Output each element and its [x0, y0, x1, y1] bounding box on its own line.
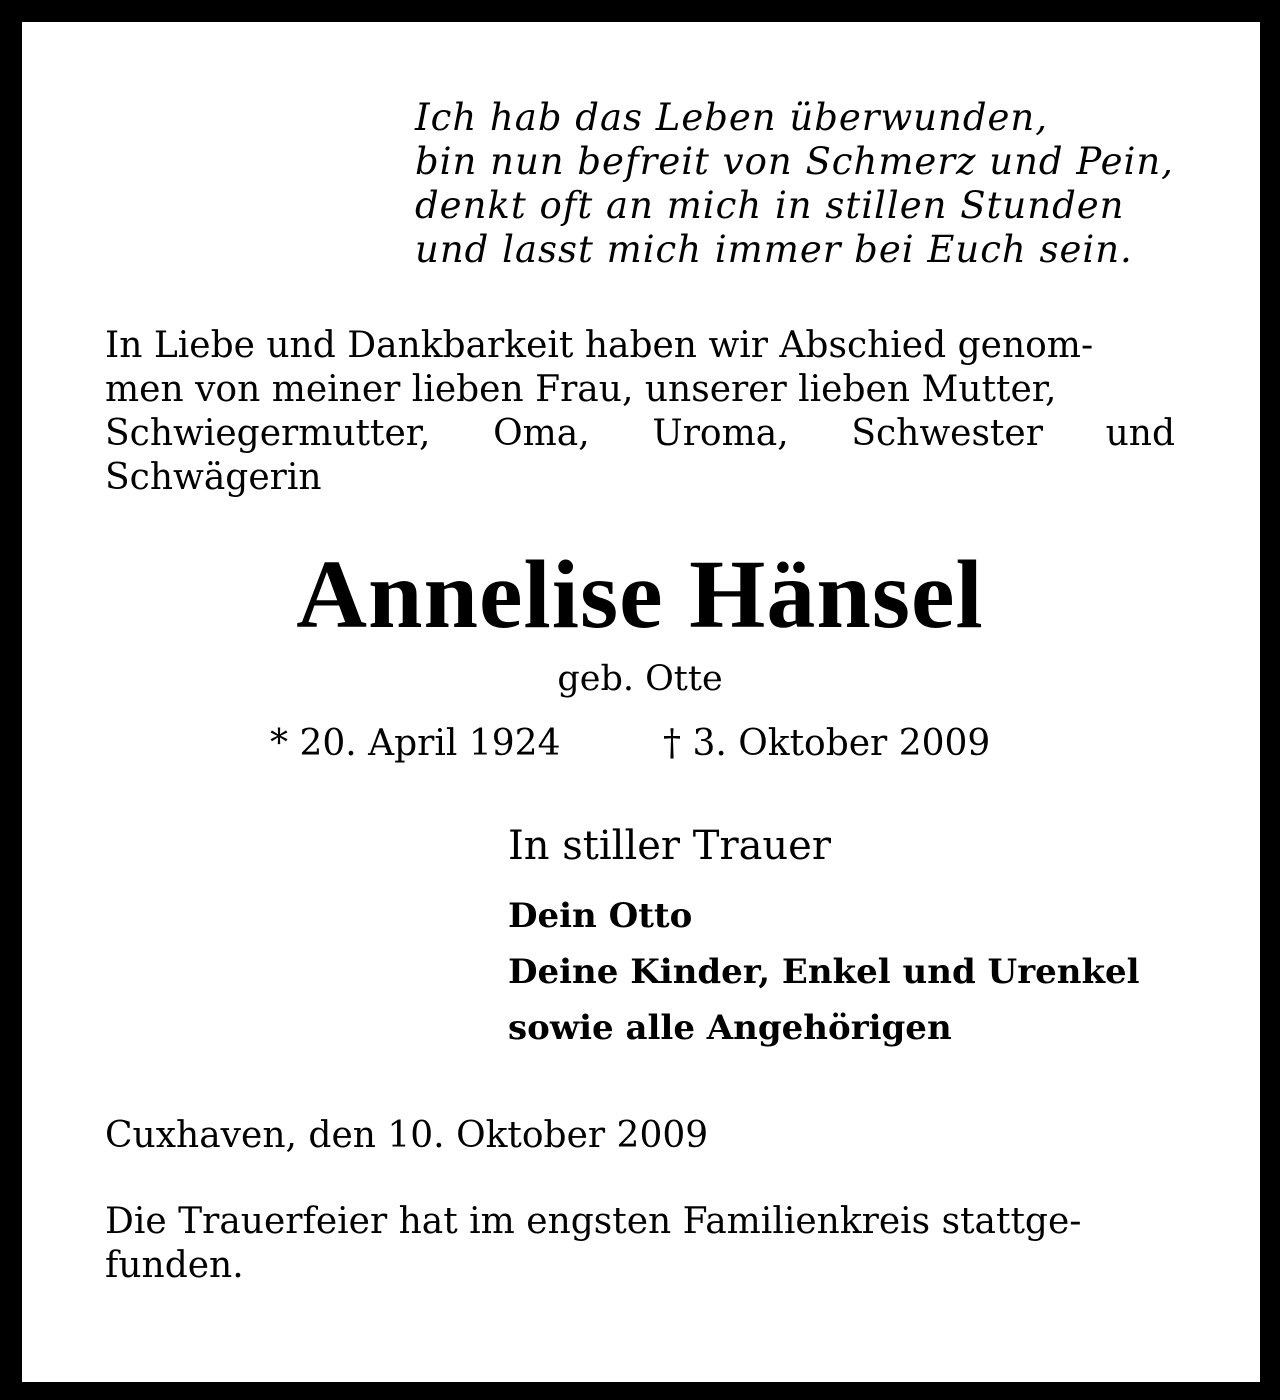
farewell-word: Schwester: [851, 413, 1043, 454]
birth-date: * 20. April 1924: [270, 723, 561, 764]
ceremony-note: [105, 1200, 1175, 1288]
farewell-word: Oma,: [493, 413, 590, 454]
ceremony-line: funden.: [105, 1245, 244, 1286]
poem: [415, 96, 1195, 272]
death-date: † 3. Oktober 2009: [663, 723, 991, 764]
farewell-word: Schwiegermutter,: [105, 413, 431, 454]
farewell-word: und: [1105, 413, 1175, 454]
farewell-word: Uroma,: [652, 413, 789, 454]
farewell-paragraph: [105, 324, 1175, 500]
deceased-name: Annelise Hänsel: [296, 541, 984, 649]
poem-line: denkt oft an mich in stillen Stunden: [415, 184, 1125, 227]
mourning-heading: In stiller Trauer: [508, 823, 831, 869]
mourner-line: sowie alle Angehörigen: [508, 1008, 952, 1048]
mourner-line: Deine Kinder, Enkel und Urenkel: [508, 952, 1140, 992]
place-and-date: Cuxhaven, den 10. Oktober 2009: [105, 1115, 709, 1156]
poem-line: und lasst mich immer bei Euch sein.: [415, 228, 1133, 271]
mourner-line: Dein Otto: [508, 896, 693, 936]
birth-name: geb. Otte: [557, 659, 723, 699]
poem-line: bin nun befreit von Schmerz und Pein,: [415, 140, 1174, 183]
poem-line: Ich hab das Leben überwunden,: [415, 96, 1048, 139]
farewell-line: Schwägerin: [105, 457, 322, 498]
farewell-line: men von meiner lieben Frau, unserer lieben Mutter,: [105, 369, 1057, 410]
mourners-list: [508, 888, 1140, 1056]
farewell-line-justified: [105, 412, 1175, 456]
ceremony-line: Die Trauerfeier hat im engsten Familienkreis stattge-: [105, 1201, 1082, 1242]
farewell-line: In Liebe und Dankbarkeit haben wir Abschied genom-: [105, 325, 1094, 366]
